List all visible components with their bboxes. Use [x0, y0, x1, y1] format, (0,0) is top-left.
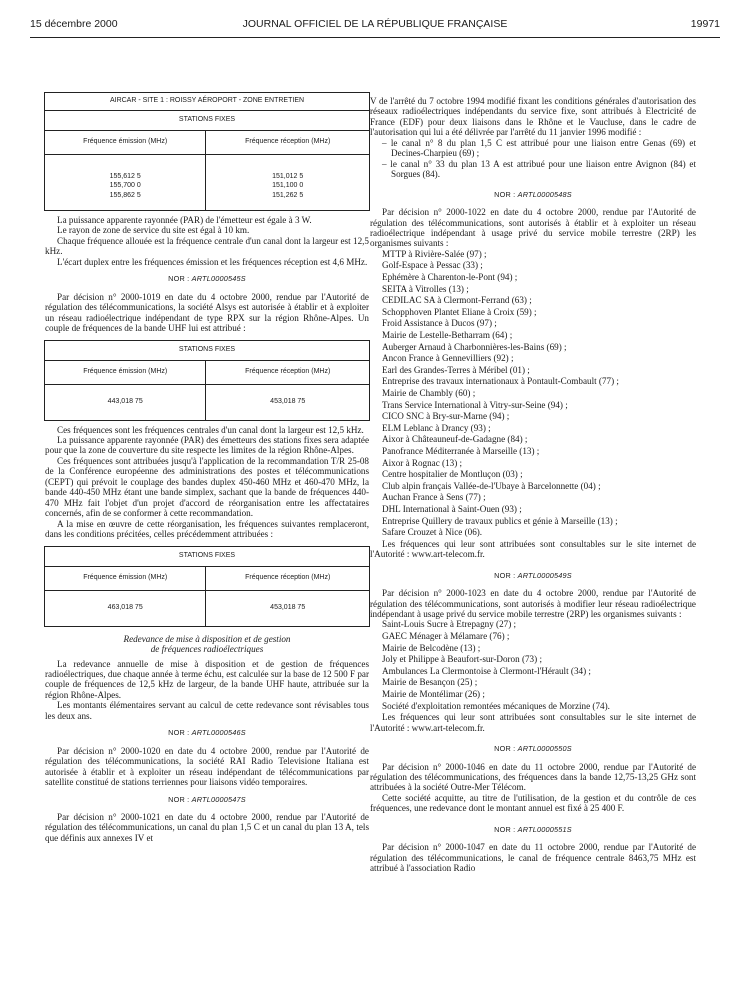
list-item: ELM Leblanc à Drancy (93) ; [382, 422, 491, 433]
page-number: 19971 [690, 18, 720, 30]
paragraph: Chaque fréquence allouée est la fréquence centrale d'un canal dont la largeur est 12,5 kHz. [45, 235, 369, 257]
reception-value: 453,018 75 [206, 384, 370, 420]
paragraph: Par décision n° 2000-1022 en date du 4 octobre 2000, rendue par l'Autorité de régulation des télécommunications, sont autorisés à établir et à exploiter un réseau radioélectrique indépendant à usage privé du service mobile terrestre (2RP) les organismes suivants : [370, 207, 696, 249]
paragraph: Par décision n° 2000-1047 en date du 11 octobre 2000, rendue par l'Autorité de régulation des télécommunications, le canal de fréquence centrale 8463,75 MHz est attribué à l'association Radio [370, 842, 696, 874]
list-item: SEITA à Vitrolles (13) ; [382, 283, 469, 294]
paragraph: Par décision n° 2000-1020 en date du 4 octobre 2000, rendue par l'Autorité de régulation des télécommunications, la société RAI Radio Televisione Italiana est autorisée à établir et à exploiter un réseau indépendant de télécommunications par satellite constitué de stations terriennes pour liaisons vidéo temporaires. [45, 745, 369, 788]
paragraph: Par décision n° 2000-1021 en date du 4 octobre 2000, rendue par l'Autorité de régulation des télécommunications, un canal du plan 1,5 C et un canal du plan 13 A, tels que définis aux annexes IV et [45, 811, 369, 843]
organisms-list-2 [370, 619, 696, 712]
list-item: Club alpin français Vallée-de-l'Ubaye à Barcelonnette (04) ; [382, 480, 601, 491]
paragraph: La puissance apparente rayonnée (PAR) des émetteurs des stations fixes sera adaptée pour que la zone de couverture du site respecte les limites de la région Rhône-Alpes. [45, 434, 369, 456]
list-item: CEDILAC SA à Clermont-Ferrand (63) ; [382, 295, 532, 306]
paragraph: Par décision n° 2000-1023 en date du 4 octobre 2000, rendue par l'Autorité de régulation des télécommunications, sont autorisés à modifier leur réseau radioélectrique indépendant à usage privé du service mobile terrestre (2RP) les organismes suivants : [370, 588, 696, 619]
list-item: Ancon France à Gennevilliers (92) ; [382, 353, 514, 364]
list-item: GAEC Ménager à Mélamare (76) ; [382, 631, 510, 642]
list-item: – le canal n° 33 du plan 13 A est attribué pour une liaison entre Avignon (84) et Sorgues (84). [382, 158, 696, 180]
list-item: Aixor à Rognac (13) ; [382, 457, 463, 468]
table-subtitle: STATIONS FIXES [45, 546, 370, 566]
emission-values: 155,612 5 155,700 0 155,862 5 [45, 155, 206, 211]
list-item: Mairie de Lestelle-Betharram (64) ; [382, 330, 513, 341]
list-item: Ephémère à Charenton-le-Pont (94) ; [382, 272, 518, 283]
list-item: Mairie de Belcodène (13) ; [382, 642, 481, 653]
list-item: – le canal n° 8 du plan 1,5 C est attribué pour une liaison entre Genas (69) et Decines-Charpieu (69) ; [382, 137, 696, 159]
nor-reference: NOR : ARTL0000546S [168, 728, 246, 738]
emission-value: 463,018 75 [45, 590, 206, 626]
page-header [30, 18, 720, 34]
dash-list [370, 138, 696, 180]
section-heading: Redevance de mise à disposition et de gestion de fréquences radioélectriques [123, 633, 291, 655]
paragraph: L'écart duplex entre les fréquences émission et les fréquences réception est 4,6 MHz. [57, 256, 368, 267]
table-col-header: Fréquence émission (MHz) [45, 360, 206, 384]
paragraph: Le rayon de zone de service du site est égal à 10 km. [57, 225, 250, 236]
list-item: Mairie de Besançon (25) ; [382, 677, 478, 688]
frequency-table-alsys [44, 340, 370, 421]
paragraph: Par décision n° 2000-1046 en date du 11 octobre 2000, rendue par l'Autorité de régulation des télécommunications, des fréquences dans la bande 12,75-13,25 GHz sont attribuées à la société Outre-Mer Télécom. [370, 761, 696, 793]
emission-value: 443,018 75 [45, 384, 206, 420]
list-item: Entreprise des travaux internationaux à Pontault-Combault (77) ; [382, 376, 619, 387]
table-col-header: Fréquence réception (MHz) [206, 566, 370, 590]
list-item: Safare Crouzet à Nice (06). [382, 527, 483, 538]
nor-reference: NOR : ARTL0000547S [168, 794, 246, 804]
paragraph: V de l'arrêté du 7 octobre 1994 modifié fixant les conditions générales d'autorisation des réseaux radioélectriques indépendants du service fixe, sont attribués à Electricité de France (EDF) pour deux liaisons dans le Rhône et le Vaucluse, dans le cadre de l'autorisation qui lui a été délivrée par l'arrêté du 11 janvier 1996 modifié : [370, 96, 696, 138]
paragraph: La puissance apparente rayonnée (PAR) de l'émetteur est égale à 3 W. [57, 215, 312, 225]
frequency-table-aircar [44, 92, 370, 211]
organisms-list [370, 249, 696, 539]
list-item: Trans Service International à Vitry-sur-Seine (94) ; [382, 399, 568, 410]
list-item: Centre hospitalier de Montluçon (03) ; [382, 469, 523, 480]
list-item: Auberger Arnaud à Charbonnières-les-Bains (69) ; [382, 341, 567, 352]
table-subtitle: STATIONS FIXES [45, 340, 370, 360]
paragraph: Cette société acquitte, au titre de l'utilisation, de la gestion et du contrôle de ces fréquences, une redevance dont le montant annuel est fixé à 25 400 F. [370, 792, 696, 814]
nor-reference: NOR : ARTL0000550S [494, 744, 572, 754]
list-item: Mairie de Montélimar (26) ; [382, 689, 485, 700]
list-item: MTTP à Rivière-Salée (97) ; [382, 248, 487, 259]
list-item: DHL International à Saint-Ouen (93) ; [382, 503, 522, 514]
reception-values: 151,012 5 151,100 0 151,262 5 [206, 155, 370, 211]
list-item: Auchan France à Sens (77) ; [382, 492, 486, 503]
paragraph: Les fréquences qui leur sont attribuées sont consultables sur le site internet de l'Autorité : www.art-telecom.fr. [370, 712, 696, 733]
paragraph: Les montants élémentaires servant au calcul de cette redevance sont révisables tous les deux ans. [45, 700, 369, 721]
paragraph: Ces fréquences sont les fréquences centrales d'un canal dont la largeur est 12,5 kHz. [57, 424, 364, 435]
list-item: Froid Assistance à Ducos (97) ; [382, 318, 497, 329]
nor-reference: NOR : ARTL0000545S [168, 274, 246, 284]
table-title: AIRCAR - SITE 1 : ROISSY AÉROPORT - ZONE ENTRETIEN [45, 93, 370, 111]
list-item: Joly et Philippe à Beaufort-sur-Doron (73) ; [382, 654, 542, 665]
list-item: Golf-Espace à Pessac (33) ; [382, 260, 483, 271]
paragraph: A la mise en œuvre de cette réorganisation, les fréquences suivantes remplaceront, dans les conditions précitées, celles précédemment attribuées : [45, 518, 369, 540]
table-subtitle: STATIONS FIXES [45, 111, 370, 131]
paragraph: Les fréquences qui leur sont attribuées sont consultables sur le site internet de l'Autorité : www.art-telecom.fr. [370, 538, 696, 560]
paragraph: Par décision n° 2000-1019 en date du 4 octobre 2000, rendue par l'Autorité de régulation des télécommunications, la société Alsys est autorisée à établir et à exploiter un réseau radioélectrique indépendant de type RPX sur la région Rhône-Alpes. Un couple de fréquences de la bande UHF lui est attribué : [45, 291, 369, 334]
header-rule [30, 37, 720, 38]
paragraph: La redevance annuelle de mise à disposition et de gestion de fréquences radioélectriques, due chaque année à terme échu, est calculée sur la base de 12 500 F par couple de fréquences de 12,5 kHz de largeur, de la bande UHF haute, attribuée sur la région Rhône-Alpes. [45, 658, 369, 700]
list-item: Aixor à Châteauneuf-de-Gadagne (84) ; [382, 434, 528, 445]
list-item: Saint-Louis Sucre à Etrepagny (27) ; [382, 619, 517, 630]
reception-value: 453,018 75 [206, 590, 370, 626]
table-col-header: Fréquence réception (MHz) [206, 131, 370, 155]
right-column [370, 96, 696, 874]
table-col-header: Fréquence réception (MHz) [206, 360, 370, 384]
table-col-header: Fréquence émission (MHz) [45, 131, 206, 155]
nor-reference: NOR : ARTL0000548S [494, 189, 572, 199]
nor-reference: NOR : ARTL0000551S [494, 824, 572, 834]
frequency-table-future [44, 546, 370, 627]
paragraph: Ces fréquences sont attribuées jusqu'à l'application de la recommandation T/R 25-08 de la Conférence européenne des administrations des postes et télécommunications (CEPT) qui prévoit le couplage des bandes duplex 450-460 MHz et 460-470 MHz, la bande 440-450 MHz étant une bande simplex, sachant que la bande de fréquences 440-470 MHz fait l'objet d'un projet d'accord de réorganisation entre les affectataires concernés, afin de se conformer à cette recommandation. [45, 455, 369, 519]
list-item: Ambulances La Clermontoise à Clermont-l'Hérault (34) ; [382, 665, 591, 676]
list-item: CICO SNC à Bry-sur-Marne (94) ; [382, 411, 510, 422]
header-date: 15 décembre 2000 [30, 18, 118, 30]
list-item: Mairie de Chambly (60) ; [382, 388, 476, 399]
list-item: Entreprise Quillery de travaux publics et génie à Marseille (13) ; [382, 515, 618, 526]
list-item: Société d'exploitation remontées mécaniques de Morzine (74). [382, 700, 610, 711]
nor-reference: NOR : ARTL0000549S [494, 570, 572, 580]
list-item: Panofrance Méditerranée à Marseille (13) ; [382, 445, 540, 456]
header-title: JOURNAL OFFICIEL DE LA RÉPUBLIQUE FRANÇAISE [242, 18, 508, 30]
list-item: Earl des Grandes-Terres à Méribel (01) ; [382, 364, 530, 375]
left-column [45, 92, 369, 843]
list-item: Schopphoven Plantet Eliane à Croix (59) ; [382, 306, 537, 317]
table-col-header: Fréquence émission (MHz) [45, 566, 206, 590]
